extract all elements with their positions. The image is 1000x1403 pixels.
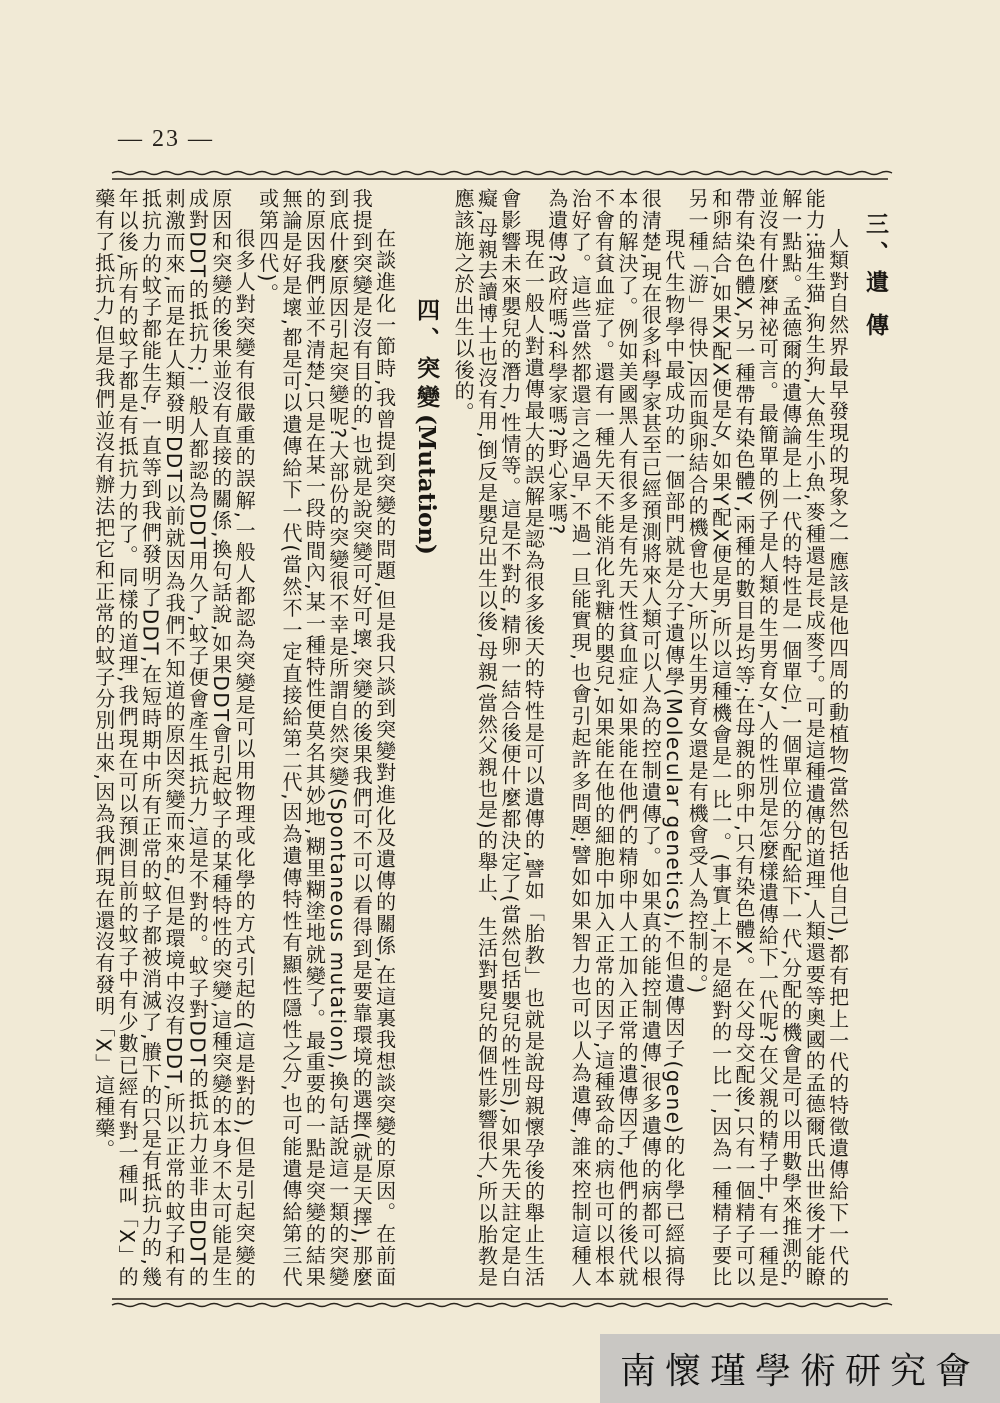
- column-section-3: [451, 188, 888, 1288]
- section-4-paragraph: 在談進化一節時,我曾提到突變的問題,但是我只談到突變對進化及遺傳的關係,在這裏我想談突變的原因。在前面我提到突變是沒有目的的,也就是說突變可好可壞,突變的後果我們可不可以看得到是要靠環境的選擇(就是天擇),那麼到底什麼原因引起突變呢?大部份的突變很不幸是所謂自然突變(Spontaneous mutation),換句話說這一類的突變的原因我們並不清楚,只是在某一段時間內,某一種特性便莫名其妙地,糊里糊塗地就變了。最重要的一點是突變的結果無論是好是壞,都是可以遺傳給下一代(當然不一定直接給第二代,因為遺傳特性有顯性隱性之分,也可能遺傳給第三代或第四代)。: [255, 188, 397, 1288]
- watermark-band: [600, 1334, 1000, 1403]
- text-area: [91, 188, 888, 1292]
- watermark-text: 南懷瑾學術研究會: [619, 1351, 980, 1392]
- top-wavy-rule: [112, 170, 888, 182]
- section-4-paragraph: 很多人對突變有很嚴重的誤解,一般人都認為突變是可以用物理或化學的方式引起的(這是對的),但是引起突變的原因和突變的後果並沒有直接的關係,換句話說,如果DDT會引起蚊子的某種特性的突變,這種突變的本身不太可能是生成對DDT的抵抗力;一般人都認為DDT用久了,蚊子便會產生抵抗力,這是不對的。蚊子對DDT的抵抗力並非由DDT的刺激而來,而是在人類發明DDT以前就因為我們不知道的原因突變而來的,但是環境中沒有DDT,所以正常的蚊子和有抵抗力的蚊子都能生存,一直等到我們發明了DDT,在短時期中所有正常的蚊子都被消滅了,賸下的只是有抵抗力的,幾年以後,所有的蚊子都是有抵抗力的了。同樣的道理,我們現在可以預測目前的蚊子中有少數已經有對一種叫「X」的藥有了抵抗力,但是我們並沒有辦法把它和正常的蚊子分別出來,因為我們現在還沒有發明「X」這種藥。: [91, 188, 257, 1288]
- column-section-4: [91, 188, 456, 1288]
- page-number: — 23 —: [118, 126, 214, 152]
- section-4-heading-term: (Mutation): [413, 414, 440, 555]
- bottom-wavy-rule: [112, 1296, 888, 1308]
- section-3-heading: 三、遺 傳: [862, 212, 888, 343]
- section-4-heading: [396, 188, 456, 1288]
- section-3-paragraph: 現代生物學中最成功的一個部門就是分子遺傳學(Molecular genetics),不但遺傳因子(gene)的化學已經搞得很清楚,現在很多科學家甚至已經預測將來人類可以人為的控制遺傳了。如果真的能控制遺傳,很多遺傳的病都可以根本的解決了。例如美國黑人有很多是有先天性貧血症,如果能在他們的精卵中人工加入正常的遺傳因子,他們的後代就不會有貧血症了。還有一種先天不能消化乳糖的嬰兒,如果能在他的細胞中加入正常的因子,這種致命的病也可以根本治好了。這些當然都還言之過早,不過一旦能實現,也會引起許多問題;譬如如果智力也可以人為遺傳,誰來控制這種人為遺傳?政府嗎?科學家嗎?野心家嗎?: [544, 188, 686, 1288]
- section-4-heading-text: 四、突變: [413, 298, 439, 414]
- section-3-paragraph: 人類對自然界最早發現的現象之一應該是他四周的動植物(當然包括他自己),都有把上一代的特徵遺傳給下一代的能力:猫生猫,狗生狗,大魚生小魚,麥種還是長成麥子。可是這種遺傳的道理,人類還要等奧國的孟德爾氏出世後才能瞭解一點點。孟德爾的遺傳論是上一代的特性是一個單位,一個單位的分配給下一代,分配的機會是可以用數學來推測的,並沒有什麼神祕可言。最簡單的例子是人類的生男育女,人的性別是怎麼樣遺傳給下一代呢?在父親的精子中,有一種是帶有染色體X,另一種帶有染色體Y,兩種的數目是均等;在母親的卵中,只有染色體X。在父母交配後,只有一個精子可以和卵結合,如果X配X便是女,如果Y配X便是男,所以這種機會是一比一。(事實上,不是絕對的一比一,因為一種精子要比另一種「游」得快,因而與卵結合的機會也大,所以生男育女還是有機會受人為控制的。): [685, 188, 850, 1288]
- section-3-paragraph: 現在一般人對遺傳最大的誤解是認為很多後天的特性是可以遺傳的,譬如「胎教」也就是說母親懷孕後的舉止生活會影響未來嬰兒的潛力,性情等。這是不對的,精卵一結合後便什麼都決定了(當然包括嬰兒的性別),如果先天註定是白癡,母親去讀博士也沒有用,倒反是嬰兒出生以後,母親(當然父親也是)的舉止、生活對嬰兒的個性影響很大,所以胎教是應該施之於出生以後的。: [451, 188, 546, 1288]
